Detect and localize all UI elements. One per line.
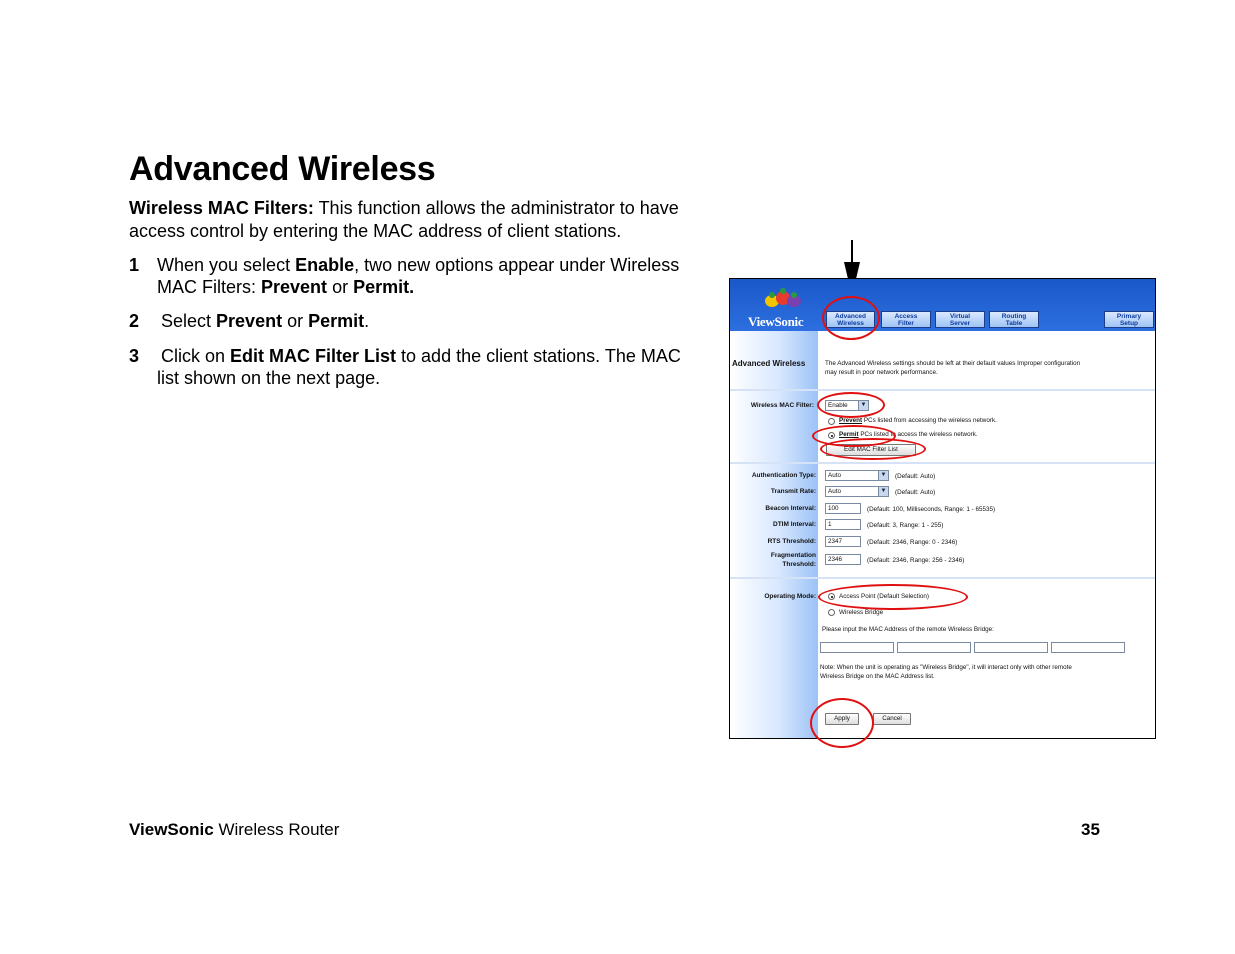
prevent-label: Prevent [839, 417, 863, 424]
step-text: When you select [157, 255, 296, 275]
step-bold: Prevent [261, 277, 328, 297]
access-point-radio[interactable] [828, 593, 835, 600]
bridge-prompt: Please input the MAC Address of the remote Wireless Bridge: [822, 626, 994, 633]
chevron-down-icon: ▼ [858, 401, 868, 410]
step-bold: Prevent [216, 311, 283, 331]
tab-advanced-wireless[interactable] [826, 311, 875, 328]
step-text: Select [161, 311, 217, 331]
permit-label: Permit [839, 431, 859, 438]
page-title: Advanced Wireless [129, 150, 436, 188]
prevent-text: PCs listed from accessing the wireless network. [862, 417, 997, 424]
footer-product [129, 820, 339, 840]
tab-label: Wireless [837, 320, 864, 327]
step-text: . [364, 311, 370, 331]
intro-paragraph [129, 197, 729, 243]
authentication-type-select[interactable] [825, 470, 889, 481]
bridge-mac-input-3[interactable] [974, 642, 1048, 653]
field-hint: (Default: 2346, Range: 256 - 2346) [867, 557, 965, 564]
router-sidebar [730, 331, 818, 739]
beacon-interval-input[interactable]: 100 [825, 503, 861, 514]
prevent-option [839, 417, 997, 424]
step-3 [129, 345, 699, 389]
footer-brand: ViewSonic [129, 820, 214, 839]
field-value: Auto [828, 488, 841, 495]
section-desc: The Advanced Wireless settings should be left at their default values Improper configuration [825, 360, 1081, 367]
viewsonic-logo: ViewSonic [748, 314, 804, 329]
section-desc: may result in poor network performance. [825, 369, 938, 376]
mac-filter-label: Wireless MAC Filter: [750, 402, 814, 409]
tab-label: Server [949, 320, 971, 327]
tab-routing-table[interactable] [989, 311, 1039, 328]
dtim-interval-input[interactable]: 1 [825, 519, 861, 530]
bridge-mac-input-1[interactable] [820, 642, 894, 653]
bridge-note: Note: When the unit is operating as "Wireless Bridge", it will interact only with other remote [820, 664, 1072, 671]
bridge-note: Wireless Bridge on the MAC Address list. [820, 673, 935, 680]
step-2 [129, 310, 699, 332]
field-hint: (Default: 100, Milliseconds, Range: 1 - 65535) [867, 506, 996, 513]
step-text: Click on [161, 346, 231, 366]
tab-label: Advanced [834, 313, 867, 320]
tab-virtual-server[interactable] [935, 311, 985, 328]
bridge-mac-input-4[interactable] [1051, 642, 1125, 653]
tab-label: Virtual [949, 313, 971, 320]
access-point-option: Access Point (Default Selection) [839, 593, 929, 600]
tab-label: Primary [1116, 313, 1142, 320]
field-label: DTIM Interval: [773, 521, 816, 528]
wireless-bridge-radio[interactable] [828, 609, 835, 616]
step-text: to add the client stations. The MAC list shown on the next page. [157, 346, 681, 388]
footer-product-name: Wireless Router [213, 820, 340, 839]
router-header [730, 279, 1155, 331]
transmit-rate-select[interactable] [825, 486, 889, 497]
permit-option [839, 431, 978, 438]
fragmentation-threshold-input[interactable]: 2346 [825, 554, 861, 565]
page-number: 35 [1081, 820, 1100, 839]
intro-bold: Wireless MAC Filters: [129, 198, 314, 218]
viewsonic-birds-icon [763, 287, 803, 311]
tab-label: Access [894, 313, 918, 320]
field-label: Fragmentation Threshold: [770, 552, 816, 568]
step-number: 3 [129, 346, 140, 366]
edit-mac-filter-list-button[interactable]: Edit MAC Filter List [826, 444, 916, 456]
tab-label: Filter [898, 320, 914, 327]
step-bold: Enable [295, 255, 355, 275]
rts-threshold-input[interactable]: 2347 [825, 536, 861, 547]
wireless-bridge-option: Wireless Bridge [839, 609, 884, 616]
field-label: Beacon Interval: [765, 505, 816, 512]
permit-radio[interactable] [828, 432, 835, 439]
step-number: 1 [129, 255, 140, 275]
apply-button[interactable]: Apply [825, 713, 859, 725]
operating-mode-label: Operating Mode: [764, 593, 816, 600]
permit-text: PCs listed to access the wireless network. [858, 431, 978, 438]
chevron-down-icon: ▼ [878, 471, 888, 480]
tab-primary-setup[interactable] [1104, 311, 1154, 328]
section-title: Advanced Wireless [732, 359, 806, 368]
mac-filter-select[interactable] [825, 400, 869, 411]
step-text: , two new options appear under Wireless MAC Filters: [157, 255, 680, 297]
step-bold: Permit. [353, 277, 415, 297]
field-hint: (Default: 2346, Range: 0 - 2346) [867, 539, 958, 546]
mac-filter-value: Enable [828, 402, 848, 409]
field-value: Auto [828, 472, 841, 479]
intro-text: This function allows the administrator to have access control by entering the MAC address of client stations. [129, 198, 679, 241]
step-text: or [327, 277, 354, 297]
tab-label: Table [1005, 320, 1023, 327]
divider [730, 389, 1156, 391]
step-bold: Permit [308, 311, 365, 331]
bridge-mac-input-2[interactable] [897, 642, 971, 653]
divider [730, 577, 1156, 579]
field-hint: (Default: Auto) [895, 489, 936, 496]
tab-label: Routing [1001, 313, 1027, 320]
router-screenshot [729, 278, 1156, 739]
step-1 [129, 254, 699, 298]
field-hint: (Default: 3, Range: 1 - 255) [867, 522, 944, 529]
step-number: 2 [129, 311, 140, 331]
cancel-button[interactable]: Cancel [873, 713, 911, 725]
divider [730, 462, 1156, 464]
field-label: RTS Threshold: [767, 538, 816, 545]
prevent-radio[interactable] [828, 418, 835, 425]
tab-access-filter[interactable] [881, 311, 931, 328]
chevron-down-icon: ▼ [878, 487, 888, 496]
field-label: Authentication Type: [751, 472, 816, 479]
field-label: Transmit Rate: [770, 488, 816, 495]
field-hint: (Default: Auto) [895, 473, 936, 480]
step-text: or [282, 311, 309, 331]
tab-label: Setup [1119, 320, 1139, 327]
step-bold: Edit MAC Filter List [230, 346, 397, 366]
